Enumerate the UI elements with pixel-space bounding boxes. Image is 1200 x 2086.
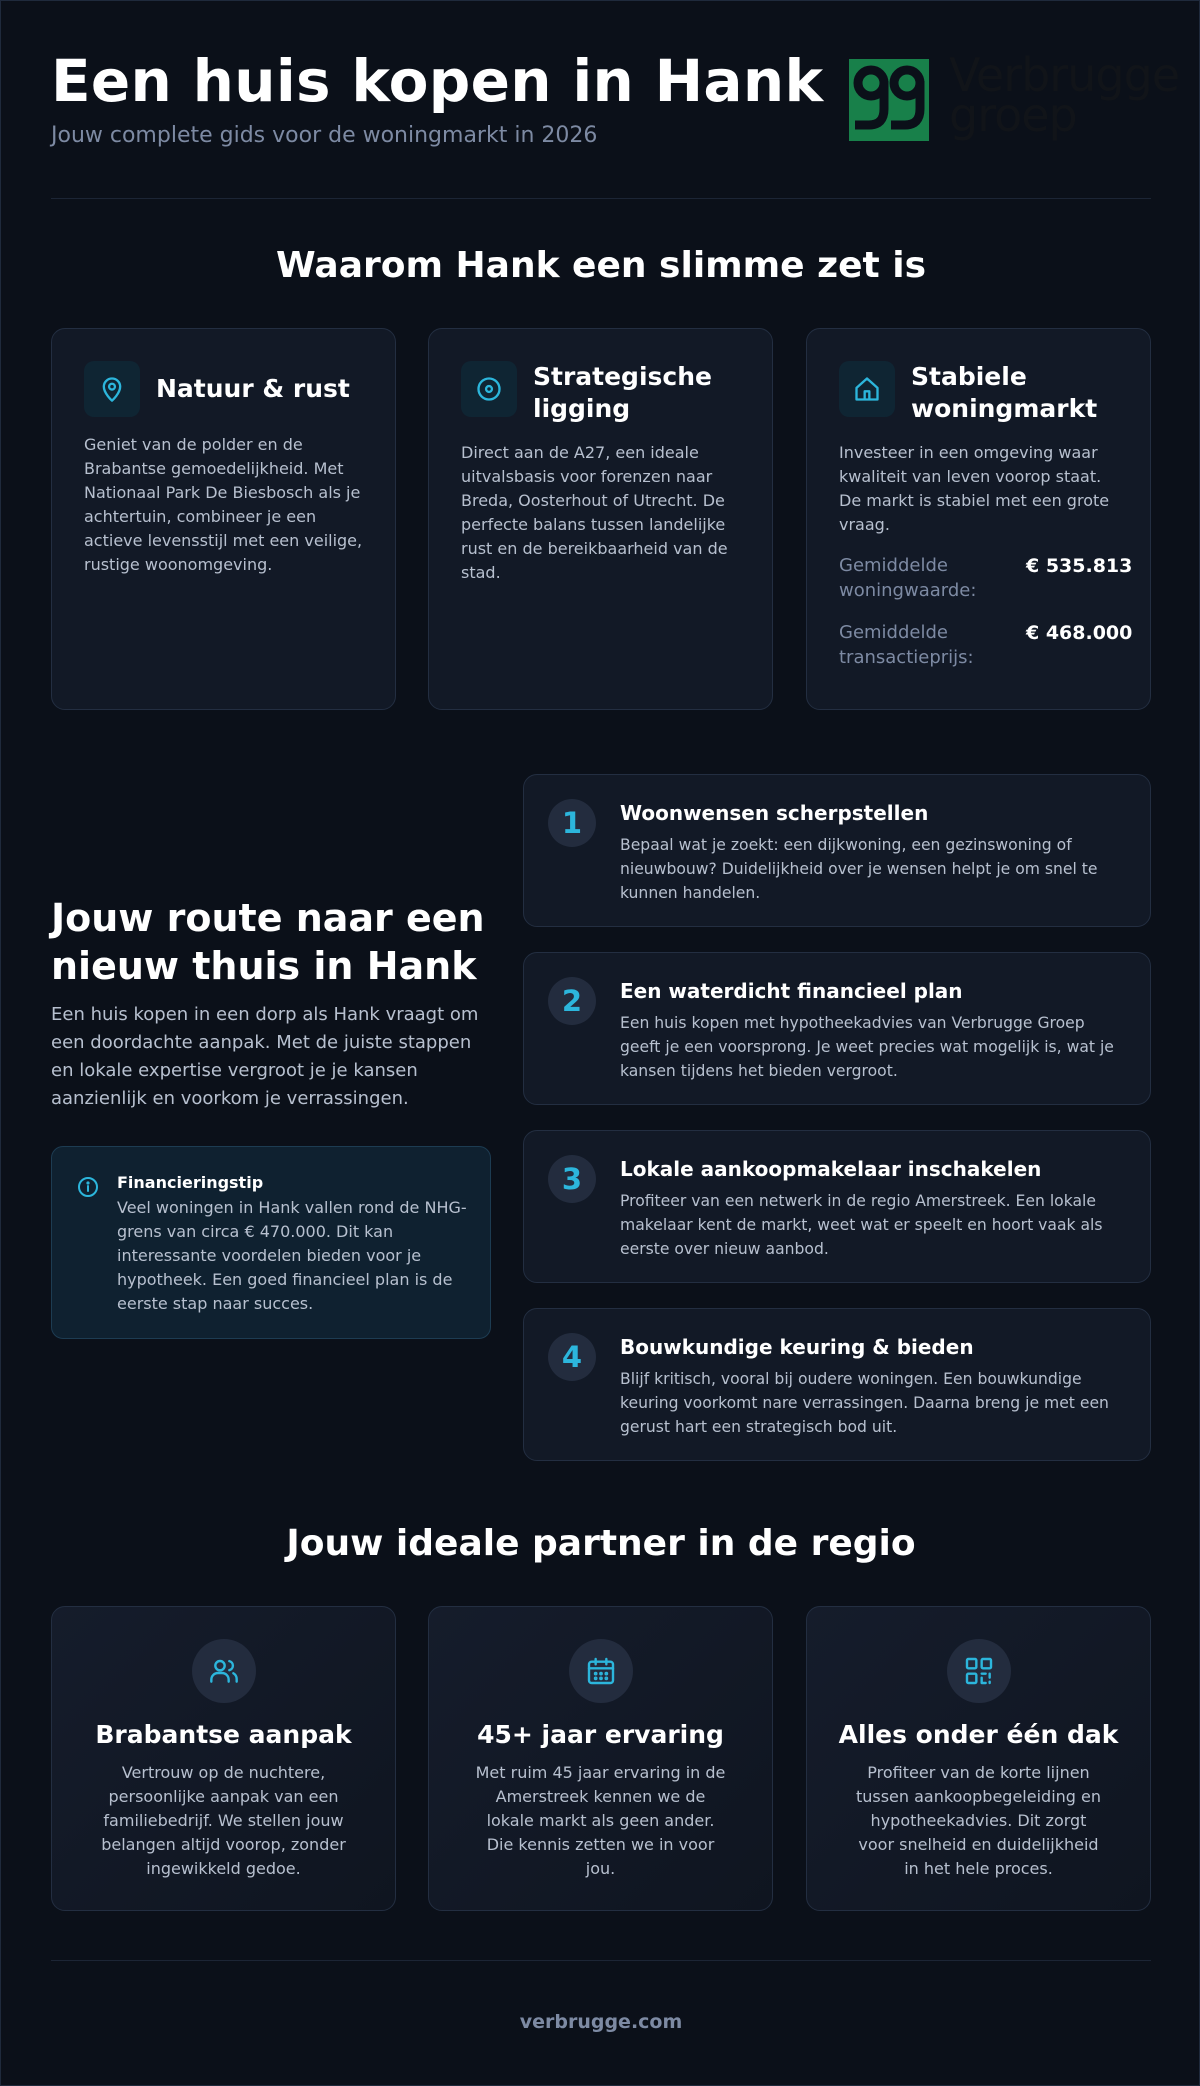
page-subtitle: Jouw complete gids voor de woningmarkt in 2026 [51,123,598,148]
home-icon [839,361,895,417]
feature-title: Strategische ligging [533,362,712,423]
step-title: Een waterdicht financieel plan [620,979,963,1003]
step-card-4 [523,1308,1151,1461]
stat-label-transactieprijs: Gemiddelde transactieprijs: [839,622,974,668]
why-section-title: Waarom Hank een slimme zet is [275,245,927,286]
footer-divider [51,1960,1151,1961]
step-card-1 [523,774,1151,927]
feature-card-market [806,328,1151,710]
info-icon [76,1175,100,1203]
tip-text: Veel woningen in Hank vallen rond de NHG-grens van circa € 470.000. Dit kan interessante voordelen bieden voor je hypotheek. Een goed financieel plan is de eerste stap naar succes. [117,1198,467,1313]
partner-card-one-roof [806,1606,1151,1911]
map-pin-icon [84,361,140,417]
tip-title: Financieringstip [117,1173,264,1192]
partner-text: Met ruim 45 jaar ervaring in de Amerstreek kennen we de lokale markt als geen ander. Die kennis zetten we in voor jou. [475,1763,726,1878]
step-text: Blijf kritisch, vooral bij oudere woningen. Een bouwkundige keuring voorkomt nare verrassingen. Daarna breng je met een gerust hart een strategisch bod uit. [620,1370,1109,1436]
partner-section-title: Jouw ideale partner in de regio [286,1523,916,1564]
feature-card-nature [51,328,396,710]
partner-text: Vertrouw op de nuchtere, persoonlijke aanpak van een familiebedrijf. We stellen jouw belangen altijd voorop, zonder ingewikkeld gedoe. [101,1763,346,1878]
step-number: 1 [548,799,596,847]
step-card-3 [523,1130,1151,1283]
feature-text: Geniet van de polder en de Brabantse gemoedelijkheid. Met Nationaal Park De Biesbosch als je achtertuin, combineer je een actieve levensstijl met een veilige, rustige woonomgeving. [84,435,363,574]
stat-value-woningwaarde: € 535.813 [1026,555,1133,577]
header [51,45,1180,155]
stat-value-transactieprijs: € 468.000 [1026,622,1133,644]
target-icon [461,361,517,417]
step-text: Profiteer van een netwerk in de regio Amerstreek. Een lokale makelaar kent de markt, weet wat er speelt en hoort vaak als eerste over nieuw aanbod. [620,1192,1103,1258]
step-card-2 [523,952,1151,1105]
logo-mark-icon [849,59,929,141]
step-title: Woonwensen scherpstellen [620,801,929,825]
feature-card-location [428,328,773,710]
calendar-icon [569,1639,633,1703]
users-icon [192,1639,256,1703]
feature-text: Investeer in een omgeving waar kwaliteit van leven voorop staat. De markt is stabiel met een grote vraag. [839,443,1110,534]
partner-text: Profiteer van de korte lijnen tussen aankoopbegeleiding en hypotheekadvies. Dit zorgt voor snelheid en duidelijkheid in het hele proces. [855,1763,1102,1878]
stat-label-woningwaarde: Gemiddelde woningwaarde: [839,555,977,601]
partner-title: Alles onder één dak [838,1720,1119,1749]
footer-link[interactable]: verbrugge.com [519,2011,683,2033]
logo-line2: groep [949,88,1077,142]
partner-card-experience [428,1606,773,1911]
logo-text [949,48,1180,142]
step-number: 4 [548,1333,596,1381]
feature-title: Stabiele woningmarkt [911,362,1098,423]
step-text: Bepaal wat je zoekt: een dijkwoning, een gezinswoning of nieuwbouw? Duidelijkheid over je wensen helpt je om snel te kunnen handelen. [620,836,1098,902]
logo-line1: Verbrugge [949,48,1180,102]
partner-card-approach [51,1606,396,1911]
step-number: 2 [548,977,596,1025]
feature-title: Natuur & rust [156,374,350,403]
feature-text: Direct aan de A27, een ideale uitvalsbasis voor forenzen naar Breda, Oosterhout of Utrecht. De perfecte balans tussen landelijke rust en de bereikbaarheid van de stad. [461,443,728,582]
step-title: Bouwkundige keuring & bieden [620,1335,974,1359]
financing-tip-box [51,1146,491,1339]
partner-title: 45+ jaar ervaring [477,1720,724,1749]
grid-icon [947,1639,1011,1703]
step-title: Lokale aankoopmakelaar inschakelen [620,1157,1042,1181]
verbrugge-logo[interactable] [849,48,1180,142]
step-number: 3 [548,1155,596,1203]
header-divider [51,198,1151,199]
step-text: Een huis kopen met hypotheekadvies van Verbrugge Groep geeft je een voorsprong. Je weet precies wat mogelijk is, wat je kansen tijdens het bieden vergroot. [620,1014,1114,1080]
route-intro-text: Een huis kopen in een dorp als Hank vraagt om een doordachte aanpak. Met de juiste stappen en lokale expertise vergroot je je kansen aanzienlijk en voorkom je verrassingen. [51,1004,479,1109]
page-title: Een huis kopen in Hank [51,47,824,115]
partner-title: Brabantse aanpak [95,1720,352,1749]
route-section-title: Jouw route naar een nieuw thuis in Hank [51,896,485,988]
